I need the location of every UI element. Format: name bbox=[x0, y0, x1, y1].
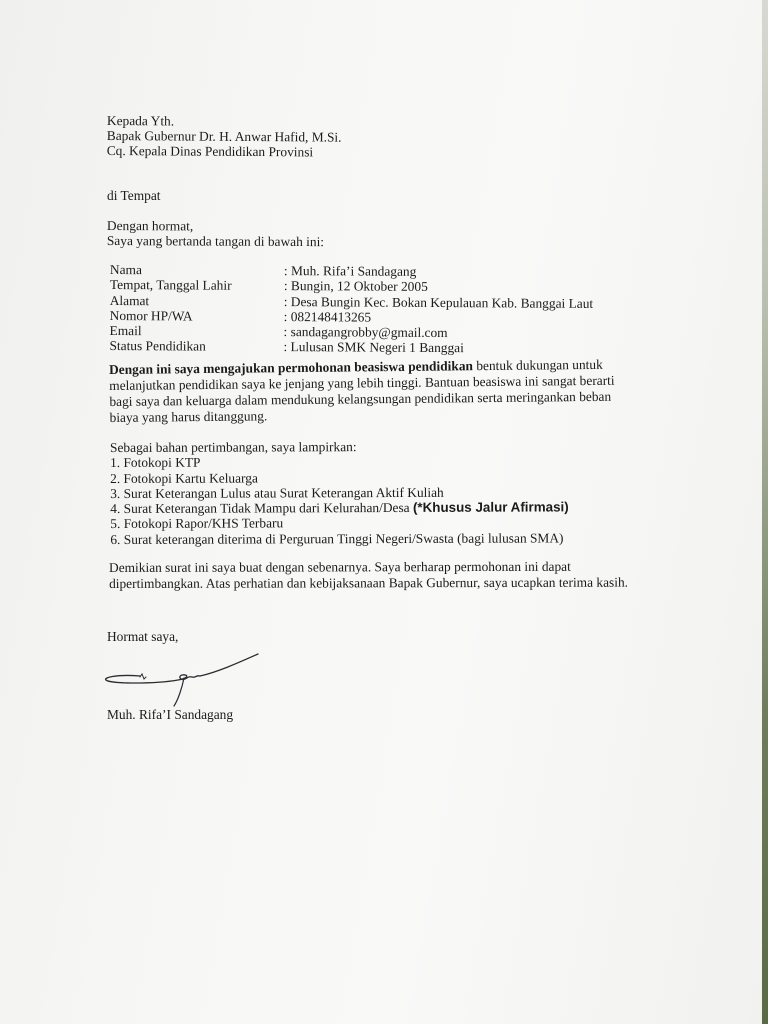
closing-line: Demikian surat ini saya buat dengan sebenarnya. Saya berharap permohonan ini dapat bbox=[109, 558, 571, 575]
identity-table bbox=[109, 262, 594, 356]
attachments-intro: Sebagai bahan pertimbangan, saya lampirkan: bbox=[110, 439, 357, 455]
signature bbox=[100, 648, 270, 710]
request-lead-rest: bentuk dukungan untuk bbox=[472, 356, 603, 374]
attachment-4-text: 4. Surat Keterangan Tidak Mampu dari Kelurahan/Desa bbox=[110, 500, 413, 517]
attachment-item: 6. Surat keterangan diterima di Perguruan Tinggi Negeri/Swasta (bagi lulusan SMA) bbox=[110, 530, 564, 547]
attachment-4-note: (*Khusus Jalur Afirmasi) bbox=[412, 499, 569, 516]
closing-paragraph bbox=[109, 559, 628, 592]
attachment-item: 5. Fotokopi Rapor/KHS Terbaru bbox=[110, 515, 284, 532]
field-value: : sandagangrobby@gmail.com bbox=[283, 324, 448, 341]
request-paragraph bbox=[109, 357, 615, 426]
closing-line: dipertimbangkan. Atas perhatian dan kebijaksanaan Bapak Gubernur, saya ucapkan terima kasih. bbox=[109, 574, 629, 591]
field-value: : Bungin, 12 Oktober 2005 bbox=[283, 278, 428, 295]
attachment-item: 3. Surat Keterangan Lulus atau Surat Keterangan Aktif Kuliah bbox=[110, 484, 444, 501]
field-label: Tempat, Tanggal Lahir bbox=[109, 277, 232, 294]
signer-name: Muh. Rifa’I Sandagang bbox=[107, 707, 234, 722]
field-label: Status Pendidikan bbox=[109, 338, 206, 355]
field-label: Email bbox=[109, 323, 142, 339]
field-value: : Desa Bungin Kec. Bokan Kepulauan Kab. Banggai Laut bbox=[283, 293, 594, 311]
attachment-item: 2. Fotokopi Kartu Keluarga bbox=[110, 470, 258, 486]
sign-off: Hormat saya, bbox=[107, 629, 179, 644]
request-line: bagi saya dan keluarga dalam mendukung kelangsungan pendidikan serta meringankan beban bbox=[109, 388, 612, 409]
attachment-item: 1. Fotokopi KTP bbox=[110, 454, 201, 471]
greeting: Dengan hormat, bbox=[106, 218, 194, 234]
intro-line: Saya yang bertanda tangan di bawah ini: bbox=[106, 232, 325, 250]
paper-edge-shadow bbox=[762, 0, 768, 1024]
field-value: : Lulusan SMK Negeri 1 Banggai bbox=[283, 339, 464, 356]
attachments-block bbox=[110, 438, 569, 547]
greeting-block bbox=[107, 218, 324, 249]
request-line: biaya yang harus ditanggung. bbox=[109, 408, 268, 425]
place-line: di Tempat bbox=[107, 188, 161, 203]
request-line: melanjutkan pendidikan saya ke jenjang yang lebih tinggi. Bantuan beasiswa ini sangat berarti bbox=[109, 372, 615, 393]
field-value: : Muh. Rifa’i Sandagang bbox=[283, 263, 417, 279]
attachment-item bbox=[110, 500, 569, 517]
field-value: : 082148413265 bbox=[283, 308, 372, 325]
field-label: Alamat bbox=[109, 292, 150, 308]
recipient-line-2: Bapak Gubernur Dr. H. Anwar Hafid, M.Si. bbox=[106, 127, 342, 145]
field-label: Nama bbox=[109, 262, 142, 278]
request-lead-bold: Dengan ini saya mengajukan permohonan beasiswa pendidikan bbox=[109, 358, 474, 377]
recipient-line-3: Cq. Kepala Dinas Pendidikan Provinsi bbox=[106, 142, 314, 160]
recipient-block bbox=[107, 113, 342, 160]
recipient-line-1: Kepada Yth. bbox=[106, 113, 175, 129]
field-label: Nomor HP/WA bbox=[109, 307, 193, 324]
